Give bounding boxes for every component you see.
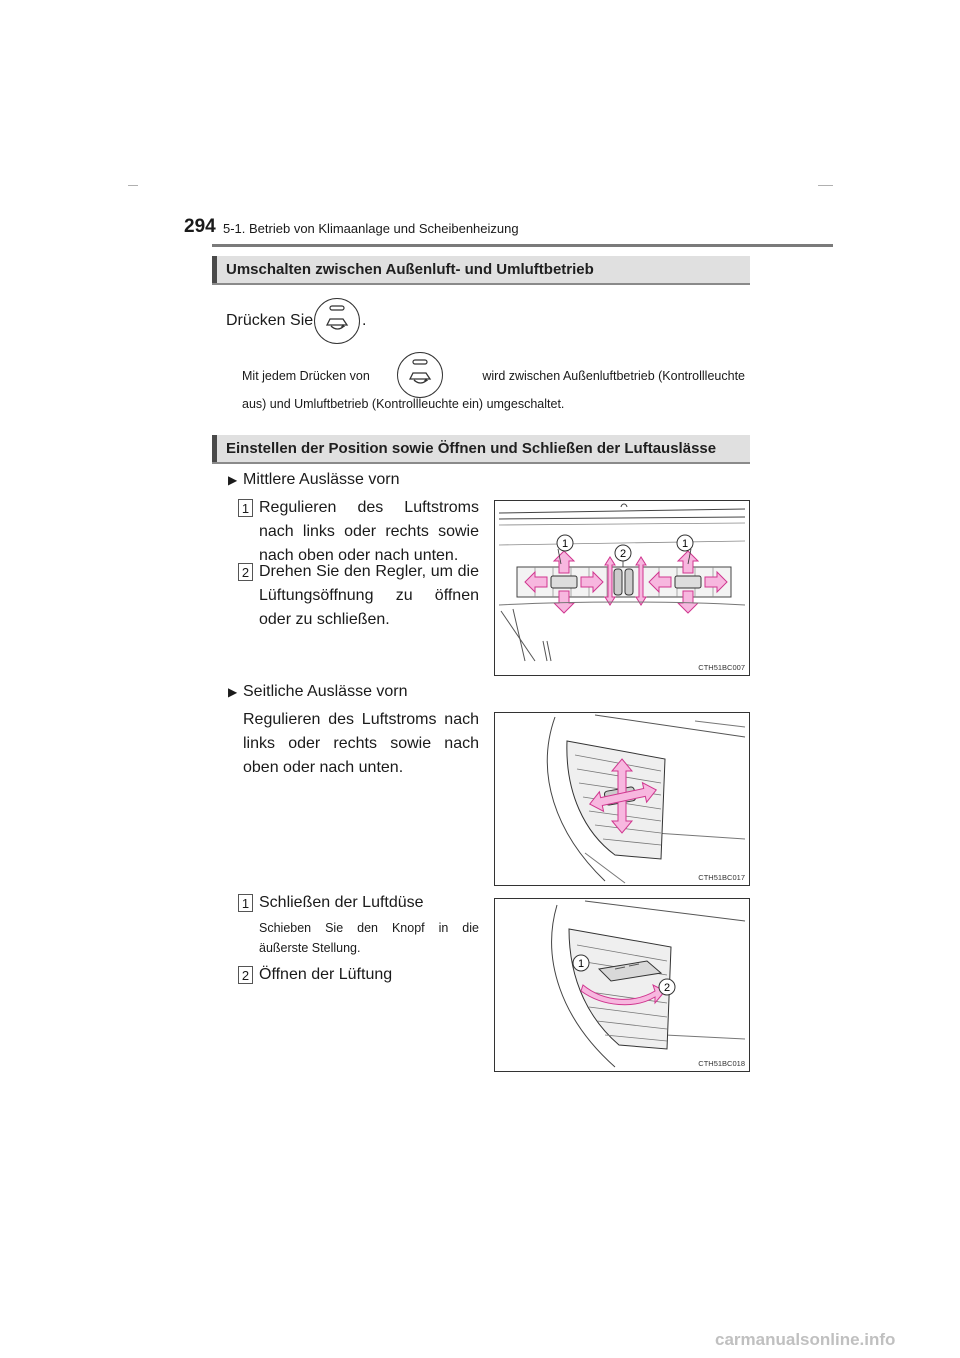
- figure-label: 1: [681, 538, 689, 550]
- figure-side-vents: [494, 712, 750, 886]
- subsection-title-center: Mittlere Auslässe vorn: [243, 471, 400, 488]
- step-text: Schließen der Luftdüse: [259, 894, 424, 911]
- figure-label: 1: [577, 958, 585, 970]
- header-rule: [212, 244, 833, 247]
- side-vents-text: Regulieren des Luftstroms nach links oder rechts sowie nach oben oder nach unten.: [243, 711, 479, 776]
- air-recirculation-button-icon: [314, 298, 360, 344]
- step-number: 2: [238, 563, 253, 581]
- figure-center-vents: [494, 500, 750, 676]
- subsection-title-side: Seitliche Auslässe vorn: [243, 683, 408, 700]
- figure-close-open: [494, 898, 750, 1072]
- crop-mark-right: [818, 185, 833, 186]
- figure-code: CTH51BC017: [698, 873, 745, 882]
- chapter-title: 5-1. Betrieb von Klimaanlage und Scheibenheizung: [223, 221, 519, 236]
- figure-label: 2: [663, 982, 671, 994]
- page-number: 294: [184, 216, 216, 237]
- step-number: 1: [238, 894, 253, 912]
- step-note: Schieben Sie den Knopf in die äußerste Stellung.: [259, 921, 479, 955]
- step-text: Drehen Sie den Regler, um die Lüftungsöffnung zu öffnen oder zu schließen.: [259, 563, 479, 628]
- note-text-line2: aus) und Umluftbetrieb (Kontrollleuchte ein) umgeschaltet.: [242, 397, 565, 411]
- air-recirculation-button-icon: [397, 352, 443, 398]
- section-heading-text: Umschalten zwischen Außenluft- und Umluftbetrieb: [226, 261, 594, 278]
- section-heading-recirculation: [212, 256, 750, 285]
- instruction-suffix: .: [362, 312, 367, 329]
- section-heading-vents: [212, 435, 750, 464]
- triangle-bullet-icon: ▶: [228, 473, 238, 487]
- figure-code: CTH51BC007: [698, 663, 745, 672]
- note-text-start: Mit jedem Drücken von: [242, 369, 370, 383]
- step-number: 1: [238, 499, 253, 517]
- figure-code: CTH51BC018: [698, 1059, 745, 1068]
- step-text: Öffnen der Lüftung: [259, 966, 393, 983]
- note-text-end: wird zwischen Außenluftbetrieb (Kontrollleuchte: [482, 369, 745, 383]
- triangle-bullet-icon: ▶: [228, 685, 238, 699]
- step-number: 2: [238, 966, 253, 984]
- crop-mark-left: [128, 185, 138, 186]
- section-heading-text: Einstellen der Position sowie Öffnen und Schließen der Luftauslässe: [226, 440, 717, 457]
- watermark: carmanualsonline.info: [715, 1330, 896, 1349]
- instruction-prefix: Drücken Sie: [226, 312, 314, 329]
- figure-label: 1: [561, 538, 569, 550]
- figure-label: 2: [619, 548, 627, 560]
- step-text: Regulieren des Luftstroms nach links oder rechts sowie nach oben oder nach unten.: [259, 499, 479, 564]
